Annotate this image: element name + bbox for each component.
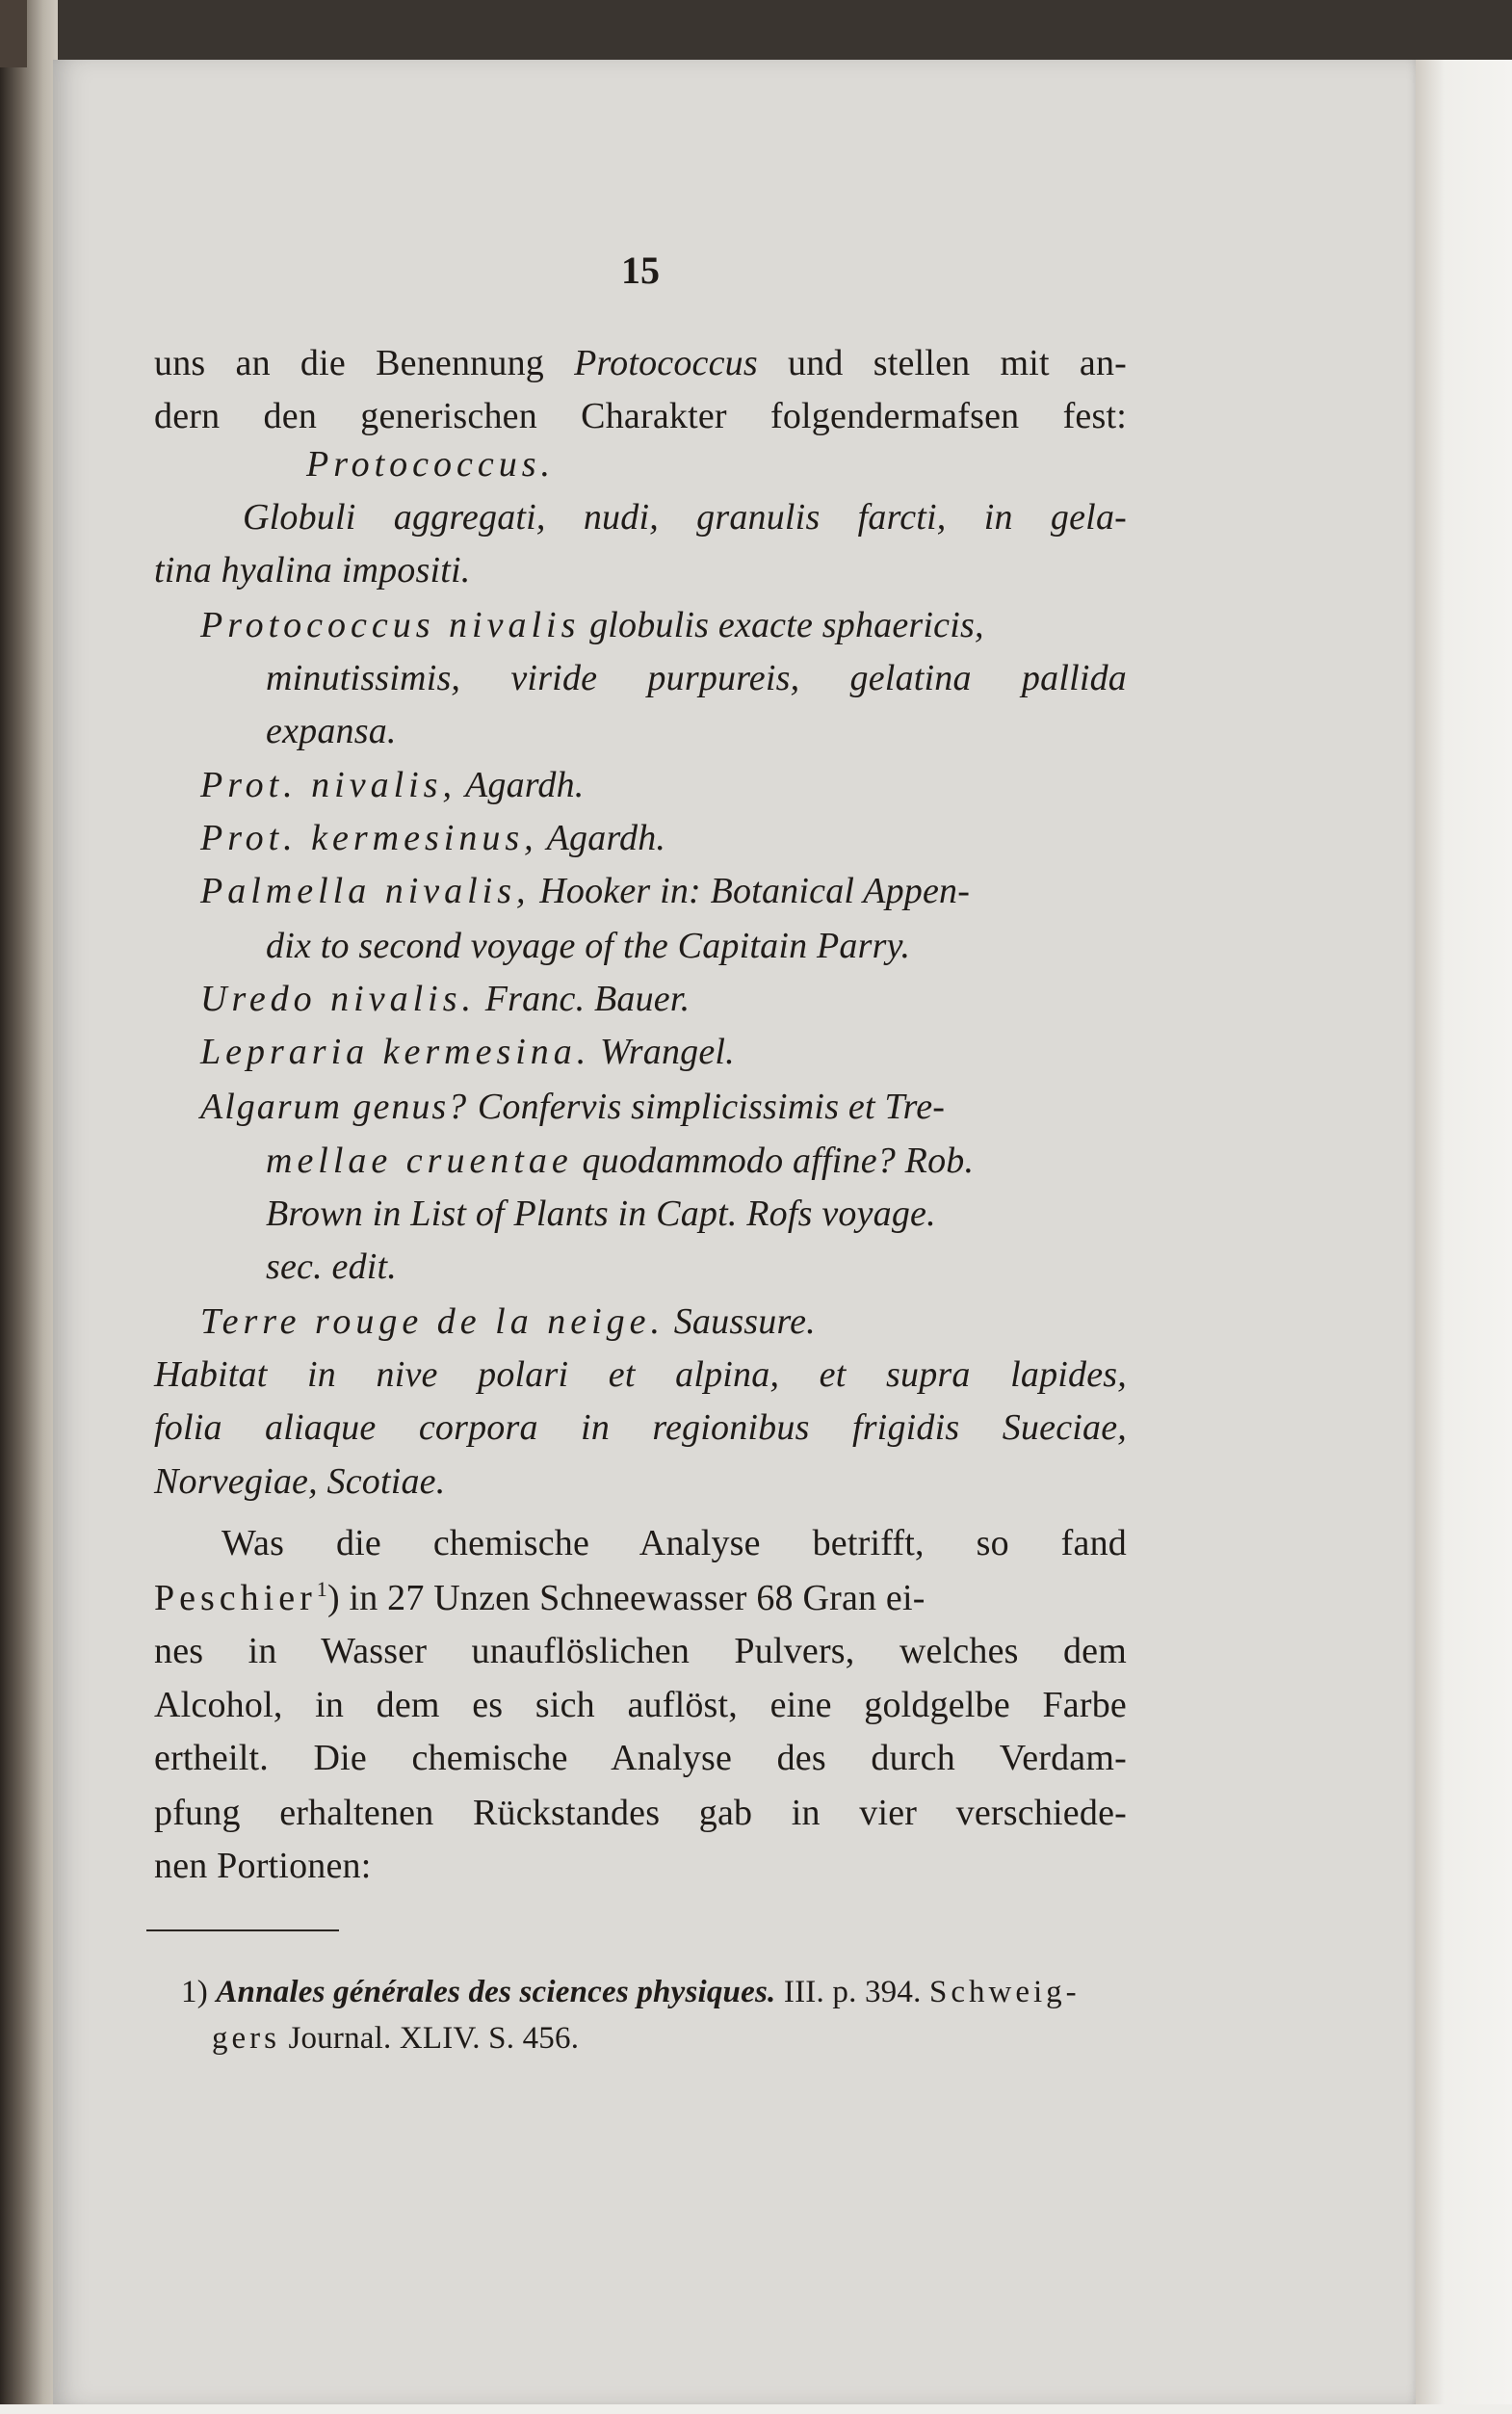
genus-heading: Protococcus. [306,444,556,485]
synonym-6-cont-2: Brown in List of Plants in Capt. Rofs voyage. [266,1194,936,1234]
page-number: 15 [621,249,660,292]
synonym-4: Uredo nivalis. Franc. Bauer. [200,979,691,1019]
text-line-1: uns an die Benennung Protococcus und stellen mit an- [154,343,1128,383]
species-line-1: Protococcus nivalis globulis exacte sphaericis, [200,605,984,645]
synonym-2: Prot. kermesinus, Agardh. [200,818,666,858]
page-edge [1416,60,1512,2414]
synonym-3: Palmella nivalis, Hooker in: Botanical Appen- [200,871,971,911]
habitat-3: Norvegiae, Scotiae. [154,1461,446,1502]
synonym-6-cont-3: sec. edit. [266,1246,398,1287]
paragraph-line-2: Peschier$^1$) in 27 Unzen Schneewasser 68 Gran ei- [154,1577,925,1618]
synonym-7: Terre rouge de la neige. Saussure. [200,1301,816,1342]
habitat-2: folia aliaque corpora in regionibus frigidis Sueciae, [154,1407,1127,1448]
footnote-line-2: gers Journal. XLIV. S. 456. [212,2021,580,2056]
synonym-3-cont: dix to second voyage of the Capitain Parry. [266,926,911,966]
genus-description-1: Globuli aggregati, nudi, granulis farcti, in gela- [243,497,1127,538]
book-binding [0,0,58,2414]
species-line-3: expansa. [266,711,397,751]
synonym-1: Prot. nivalis, Agardh. [200,765,585,805]
text-line-2: dern den generischen Charakter folgendermafsen fest: [154,396,1127,436]
genus-description-2: tina hyalina impositi. [154,550,471,590]
page-bottom-edge [0,2404,1512,2414]
paragraph-line-3: nes in Wasser unauflöslichen Pulvers, welches dem [154,1631,1127,1671]
footnote-line-1: 1) Annales générales des sciences physiques. III. p. 394. Schweig- [181,1975,1081,2009]
paragraph-line-6: pfung erhaltenen Rückstandes gab in vier verschiede- [154,1793,1127,1833]
paragraph-line-1: Was die chemische Analyse betrifft, so fand [222,1523,1127,1563]
synonym-5: Lepraria kermesina. Wrangel. [200,1032,735,1072]
synonym-6: Algarum genus? Confervis simplicissimis et Tre- [200,1087,946,1127]
paragraph-line-4: Alcohol, in dem es sich auflöst, eine goldgelbe Farbe [154,1685,1127,1725]
paragraph-line-7: nen Portionen: [154,1846,372,1886]
footnote-rule [146,1929,339,1931]
synonym-6-cont-1: mellae cruentae quodammodo affine? Rob. [266,1141,975,1181]
species-line-2: minutissimis, viride purpureis, gelatina pallida [266,658,1127,698]
habitat-1: Habitat in nive polari et alpina, et supra lapides, [154,1354,1127,1395]
binding-cover [0,0,27,67]
paragraph-line-5: ertheilt. Die chemische Analyse des durch Verdam- [154,1738,1127,1778]
